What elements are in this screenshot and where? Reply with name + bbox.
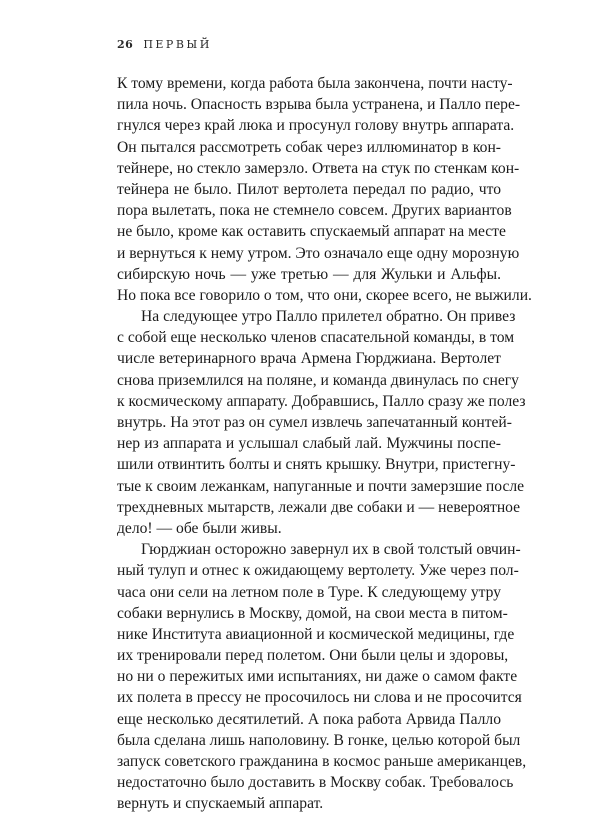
text-line: ный тулуп и отнес к ожидающему вертолету. Уже через пол-	[117, 562, 519, 580]
page-number: 26	[117, 38, 134, 51]
text-line: гнулся через край люка и просунул голову внутрь аппарата.	[117, 117, 515, 135]
paragraph	[117, 73, 532, 306]
chapter-title: ПЕРВЫЙ	[143, 38, 212, 51]
text-line: запуск советского гражданина в космос раньше американцев,	[117, 753, 527, 770]
text-line: собаки вернулись в Москву, домой, на свои места в питом-	[117, 604, 508, 622]
text-line: и вернуться к нему утром. Это означало еще одну морозную	[117, 244, 520, 262]
text-line: трехдневных мытарств, лежали две собаки и — невероятное	[117, 498, 521, 516]
text-line: Гюрджиан осторожно завернул их в свой толстый овчин-	[141, 541, 521, 559]
text-line: тейнера не было. Пилот вертолета передал по радио, что	[117, 180, 501, 198]
text-line: пила ночь. Опасность взрыва была устранена, и Палло пере-	[117, 96, 521, 114]
text-line: внутрь. На этот раз он сумел извлечь запечатанный контей-	[117, 414, 512, 431]
text-line: часа они сели на летном поле в Туре. К следующему утру	[117, 583, 502, 601]
text-line: снова приземлился на поляне, и команда двинулась по снегу	[117, 371, 519, 389]
text-line: еще несколько десятилетий. А пока работа Арвида Палло	[117, 710, 501, 728]
text-line: пора вылетать, пока не стемнело совсем. Других вариантов	[117, 202, 512, 220]
text-line: тейнере, но стекло замерзло. Ответа на стук по стенкам кон-	[117, 159, 520, 177]
text-line: но ни о пережитых ими испытаниях, ни даже о самом факте	[117, 668, 518, 686]
text-line: не было, кроме как оставить спускаемый аппарат на месте	[117, 223, 506, 241]
text-line: с собой еще несколько членов спасательной команды, в том	[117, 329, 515, 347]
text-line: вернуть и спускаемый аппарат.	[117, 795, 324, 813]
text-line: На следующее утро Палло прилетел обратно. Он привез	[141, 308, 516, 326]
text-line: Он пытался рассмотреть собак через иллюминатор в кон-	[117, 138, 501, 156]
text-line: тые к своим лежанкам, напуганные и почти замерзшие после	[117, 477, 525, 495]
text-line: их полета в прессу не просочилось ни слова и не просочится	[117, 689, 522, 707]
running-header	[117, 38, 212, 51]
text-line: недостаточно было доставить в Москву собак. Требовалось	[117, 774, 514, 792]
paragraph	[117, 539, 527, 814]
text-line: была сделана лишь наполовину. В гонке, целью которой был	[117, 731, 521, 749]
text-line: сибирскую ночь — уже третью — для Жульки и Альфы.	[117, 265, 501, 283]
text-line: нер из аппарата и услышал слабый лай. Мужчины поспе-	[117, 435, 501, 453]
text-line: Но пока все говорило о том, что они, скорее всего, не выжили.	[117, 286, 532, 304]
text-line: числе ветеринарного врача Армена Гюрджиана. Вертолет	[117, 350, 501, 368]
text-line: К тому времени, когда работа была закончена, почти насту-	[117, 75, 513, 92]
text-line: дело! — обе были живы.	[117, 519, 282, 537]
text-line: нике Института авиационной и космической медицины, где	[117, 625, 515, 643]
text-line: шили отвинтить болты и снять крышку. Внутри, пристегну-	[117, 456, 516, 474]
text-line: их тренировали перед полетом. Они были целы и здоровы,	[117, 647, 509, 665]
paragraph	[117, 306, 526, 539]
body-text	[117, 73, 532, 815]
text-line: к космическому аппарату. Добравшись, Палло сразу же полез	[117, 392, 526, 410]
